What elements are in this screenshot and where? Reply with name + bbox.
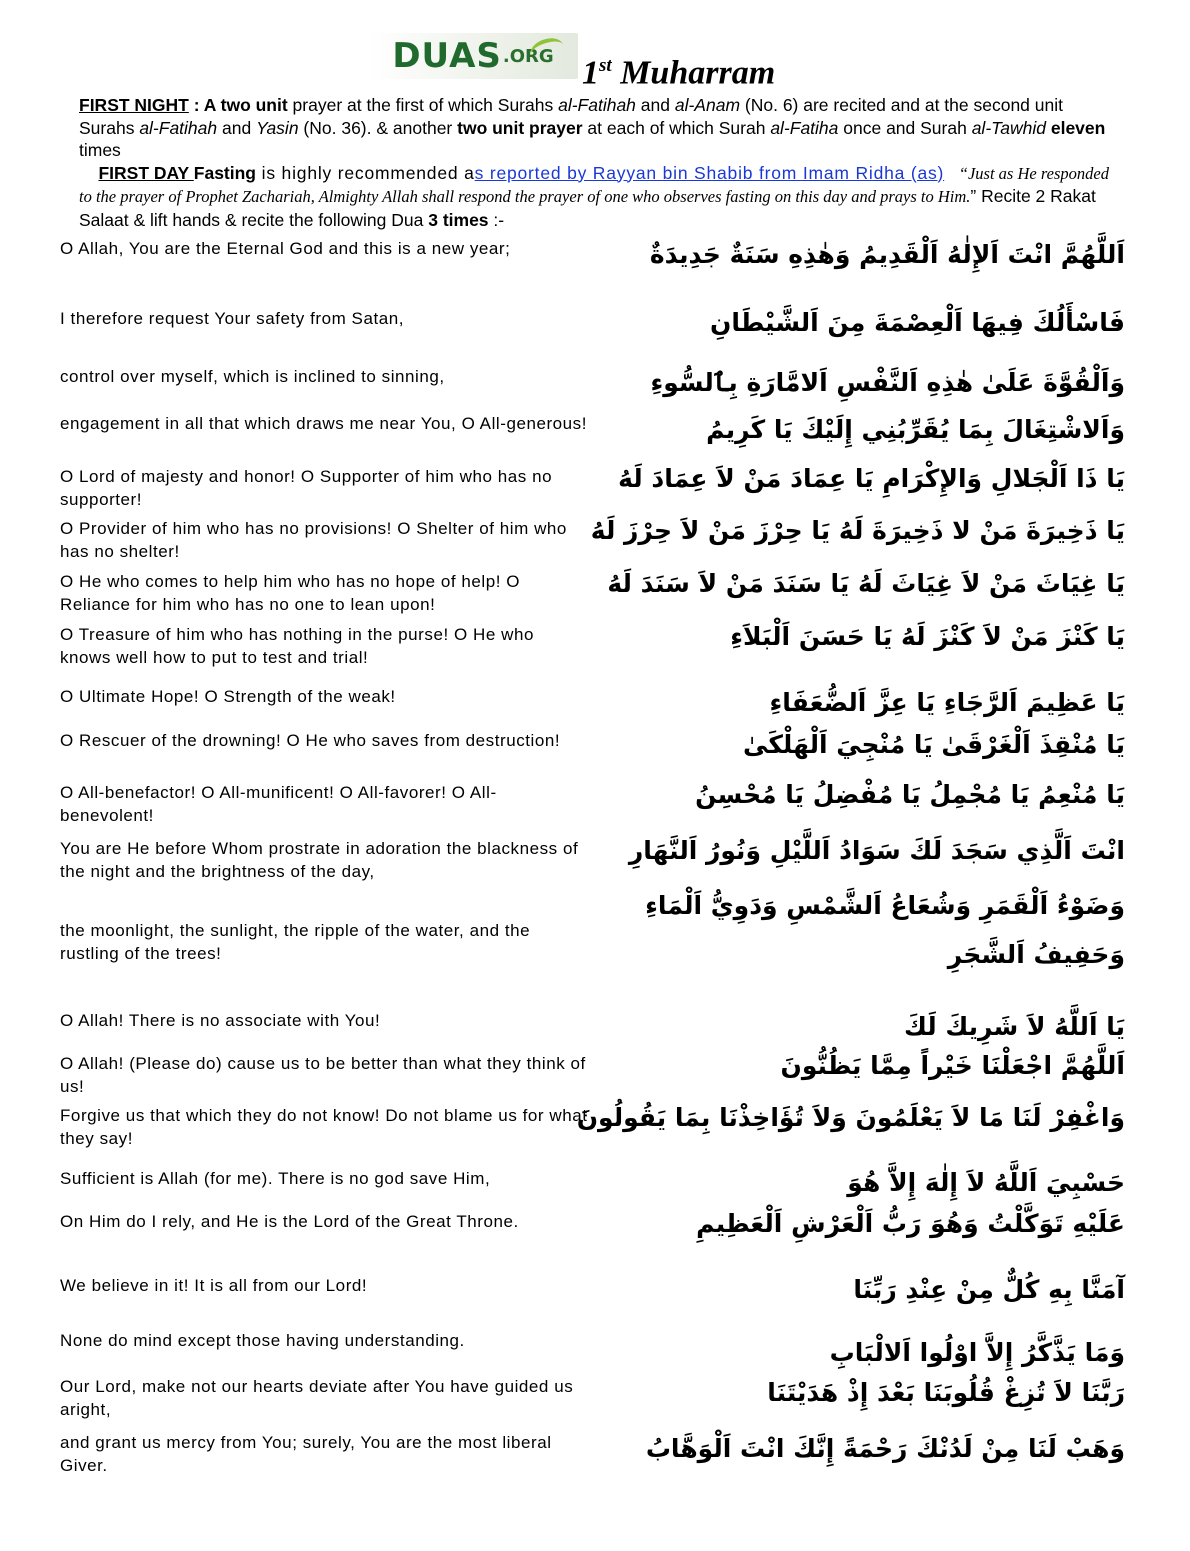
dua-arabic: يَا غِيَاثَ مَنْ لاَ غِيَاثَ لَهُ يَا سَنَدَ مَنْ لاَ سَنَدَ لَهُ (607, 569, 1125, 598)
dua-english: and grant us mercy from You; surely, You are the most liberal Giver. (60, 1433, 552, 1475)
dua-arabic: فَاسْأَلُكَ فِيهَا اَلْعِصْمَةَ مِنَ اَلشَّيْطَانِ (710, 308, 1125, 337)
dua-arabic: وَاَلْقُوَّةَ عَلَىٰ هٰذِهِ اَلنَّفْسِ اَلامَّارَةِ بِٱلسُّوءِ (650, 368, 1125, 397)
source-link[interactable]: s reported by Rayyan bin Shabib from Imam Ridha (as) (474, 162, 945, 183)
dua-arabic: آمَنَّا بِهِ كُلٌّ مِنْ عِنْدِ رَبِّنَا (853, 1275, 1125, 1304)
dua-english: O Provider of him who has no provisions! O Shelter of him who has no shelter! (60, 519, 567, 561)
dua-english: On Him do I rely, and He is the Lord of the Great Throne. (60, 1212, 519, 1231)
logo-text: DUAS (392, 36, 502, 77)
dua-english: Sufficient is Allah (for me). There is no god save Him, (60, 1169, 491, 1188)
dua-arabic: حَسْبِيَ اَللَّهُ لاَ إِلٰهَ إِلاَّ هُوَ (847, 1168, 1125, 1197)
dua-arabic: اَللَّهُمَّ اجْعَلْنَا خَيْراً مِمَّا يَظُنُّونَ (780, 1051, 1125, 1080)
dua-arabic: رَبَّنَا لاَ تُزِغْ قُلُوبَنَا بَعْدَ إِذْ هَدَيْتَنَا (767, 1378, 1125, 1407)
dua-english: control over myself, which is inclined to sinning, (60, 367, 445, 386)
dua-arabic: وَاَلاشْتِغَالَ بِمَا يُقَرِّبُنِي إِلَيْكَ يَا كَرِيمُ (706, 415, 1125, 444)
logo-swoosh-icon (527, 35, 566, 66)
dua-arabic: وَمَا يَذَّكَّرُ إِلاَّ اوْلُوا اَلالْبَابِ (829, 1338, 1125, 1367)
dua-english: O Ultimate Hope! O Strength of the weak! (60, 687, 396, 706)
dua-english: Forgive us that which they do not know! Do not blame us for what they say! (60, 1106, 588, 1148)
dua-arabic: يَا مُنْعِمُ يَا مُجْمِلُ يَا مُفْضِلُ يَا مُحْسِنُ (695, 780, 1125, 809)
dua-english: O Rescuer of the drowning! O He who saves from destruction! (60, 731, 561, 750)
dua-english: You are He before Whom prostrate in adoration the blackness of the night and the brightness of the day, (60, 839, 579, 881)
dua-english: O All-benefactor! O All-munificent! O All-favorer! O All-benevolent! (60, 783, 497, 825)
dua-english: We believe in it! It is all from our Lord! (60, 1276, 368, 1295)
dua-arabic: يَا عَظِيمَ اَلرَّجَاءِ يَا عِزَّ اَلضُّعَفَاءِ (769, 688, 1125, 717)
dua-english: the moonlight, the sunlight, the ripple of the water, and the rustling of the trees! (60, 921, 531, 963)
first-night-paragraph: FIRST NIGHT : A two unit prayer at the first of which Surahs al-Fatihah and al-Anam (No. 6) are recited and at the second unit Surahs al-Fatihah and Yasin (No. 36). & another two unit prayer at each of which Surah al-Fatiha once and Surah al-Tawhid eleven times (79, 95, 1106, 160)
first-day-paragraph: FIRST DAY Fasting is highly recommended as reported by Rayyan bin Shabib from Imam Ridha (as) “Just as He responded to the prayer of Prophet Zachariah, Almighty Allah shall respond the prayer of one who observes fasting on this day and prays to Him.” Recite 2 Rakat Salaat & lift hands & recite the following Dua 3 times :- (79, 162, 1109, 230)
dua-english: Our Lord, make not our hearts deviate after You have guided us aright, (60, 1377, 574, 1419)
dua-arabic: يَا كَنْزَ مَنْ لاَ كَنْزَ لَهُ يَا حَسَنَ اَلْبَلاَءِ (730, 622, 1125, 651)
dua-arabic: يَا ذَخِيرَةَ مَنْ لا ذَخِيرَةَ لَهُ يَا حِرْزَ مَنْ لاَ حِرْزَ لَهُ (590, 516, 1125, 545)
dua-english: O Treasure of him who has nothing in the purse! O He who knows well how to put to test and trial! (60, 625, 534, 667)
dua-arabic: اَللَّهُمَّ انْتَ اَلإِلٰهُ اَلْقَدِيمُ وَهٰذِهِ سَنَةٌ جَدِيدَةٌ (649, 240, 1125, 269)
intro-section (79, 94, 1109, 231)
dua-arabic: وَاغْفِرْ لَنَا مَا لاَ يَعْلَمُونَ وَلاَ تُؤَاخِذْنَا بِمَا يَقُولُونَ (576, 1103, 1125, 1132)
page-title: 1st Muharram (582, 54, 776, 92)
dua-arabic: عَلَيْهِ تَوَكَّلْتُ وَهُوَ رَبُّ اَلْعَرْشِ اَلْعَظِيمِ (696, 1209, 1125, 1238)
dua-english: O Allah! (Please do) cause us to be better than what they think of us! (60, 1054, 586, 1096)
dua-arabic: وَهَبْ لَنَا مِنْ لَدُنْكَ رَحْمَةً إِنَّكَ انْتَ اَلْوَهَّابُ (645, 1434, 1125, 1463)
duas-org-logo[interactable] (368, 33, 578, 79)
hadith-quote: “Just as He responded to the prayer of Prophet Zachariah, Almighty Allah shall respond the prayer of one who observes fasting on this day and prays to Him. (79, 163, 1109, 206)
dua-english: O Allah, You are the Eternal God and this is a new year; (60, 239, 511, 258)
dua-arabic: يَا اَللَّهُ لاَ شَرِيكَ لَكَ (904, 1012, 1125, 1041)
page-header (368, 32, 776, 92)
dua-arabic: يَا مُنْقِذَ اَلْغَرْقَىٰ يَا مُنْجِيَ اَلْهَلْكَىٰ (743, 730, 1125, 759)
dua-english: I therefore request Your safety from Satan, (60, 309, 405, 328)
dua-arabic: يَا ذَا اَلْجَلالِ وَالإِكْرَامِ يَا عِمَادَ مَنْ لاَ عِمَادَ لَهُ (618, 464, 1125, 493)
dua-english: O He who comes to help him who has no hope of help! O Reliance for him who has no one to lean upon! (60, 572, 521, 614)
dua-english: O Allah! There is no associate with You! (60, 1011, 381, 1030)
dua-english: None do mind except those having understanding. (60, 1331, 465, 1350)
dua-english: O Lord of majesty and honor! O Supporter of him who has no supporter! (60, 467, 553, 509)
logo-org: .ORG (502, 45, 554, 67)
dua-arabic: وَضَوْءُ اَلْقَمَرِ وَشُعَاعُ اَلشَّمْسِ وَدَوِيُّ اَلْمَاءِ وَحَفِيفُ اَلشَّجَرِ (645, 891, 1125, 969)
dua-english: engagement in all that which draws me near You, O All-generous! (60, 414, 588, 433)
dua-arabic: انْتَ اَلَّذِي سَجَدَ لَكَ سَوَادُ اَللَّيْلِ وَنُورُ اَلنَّهَارِ (628, 836, 1125, 865)
